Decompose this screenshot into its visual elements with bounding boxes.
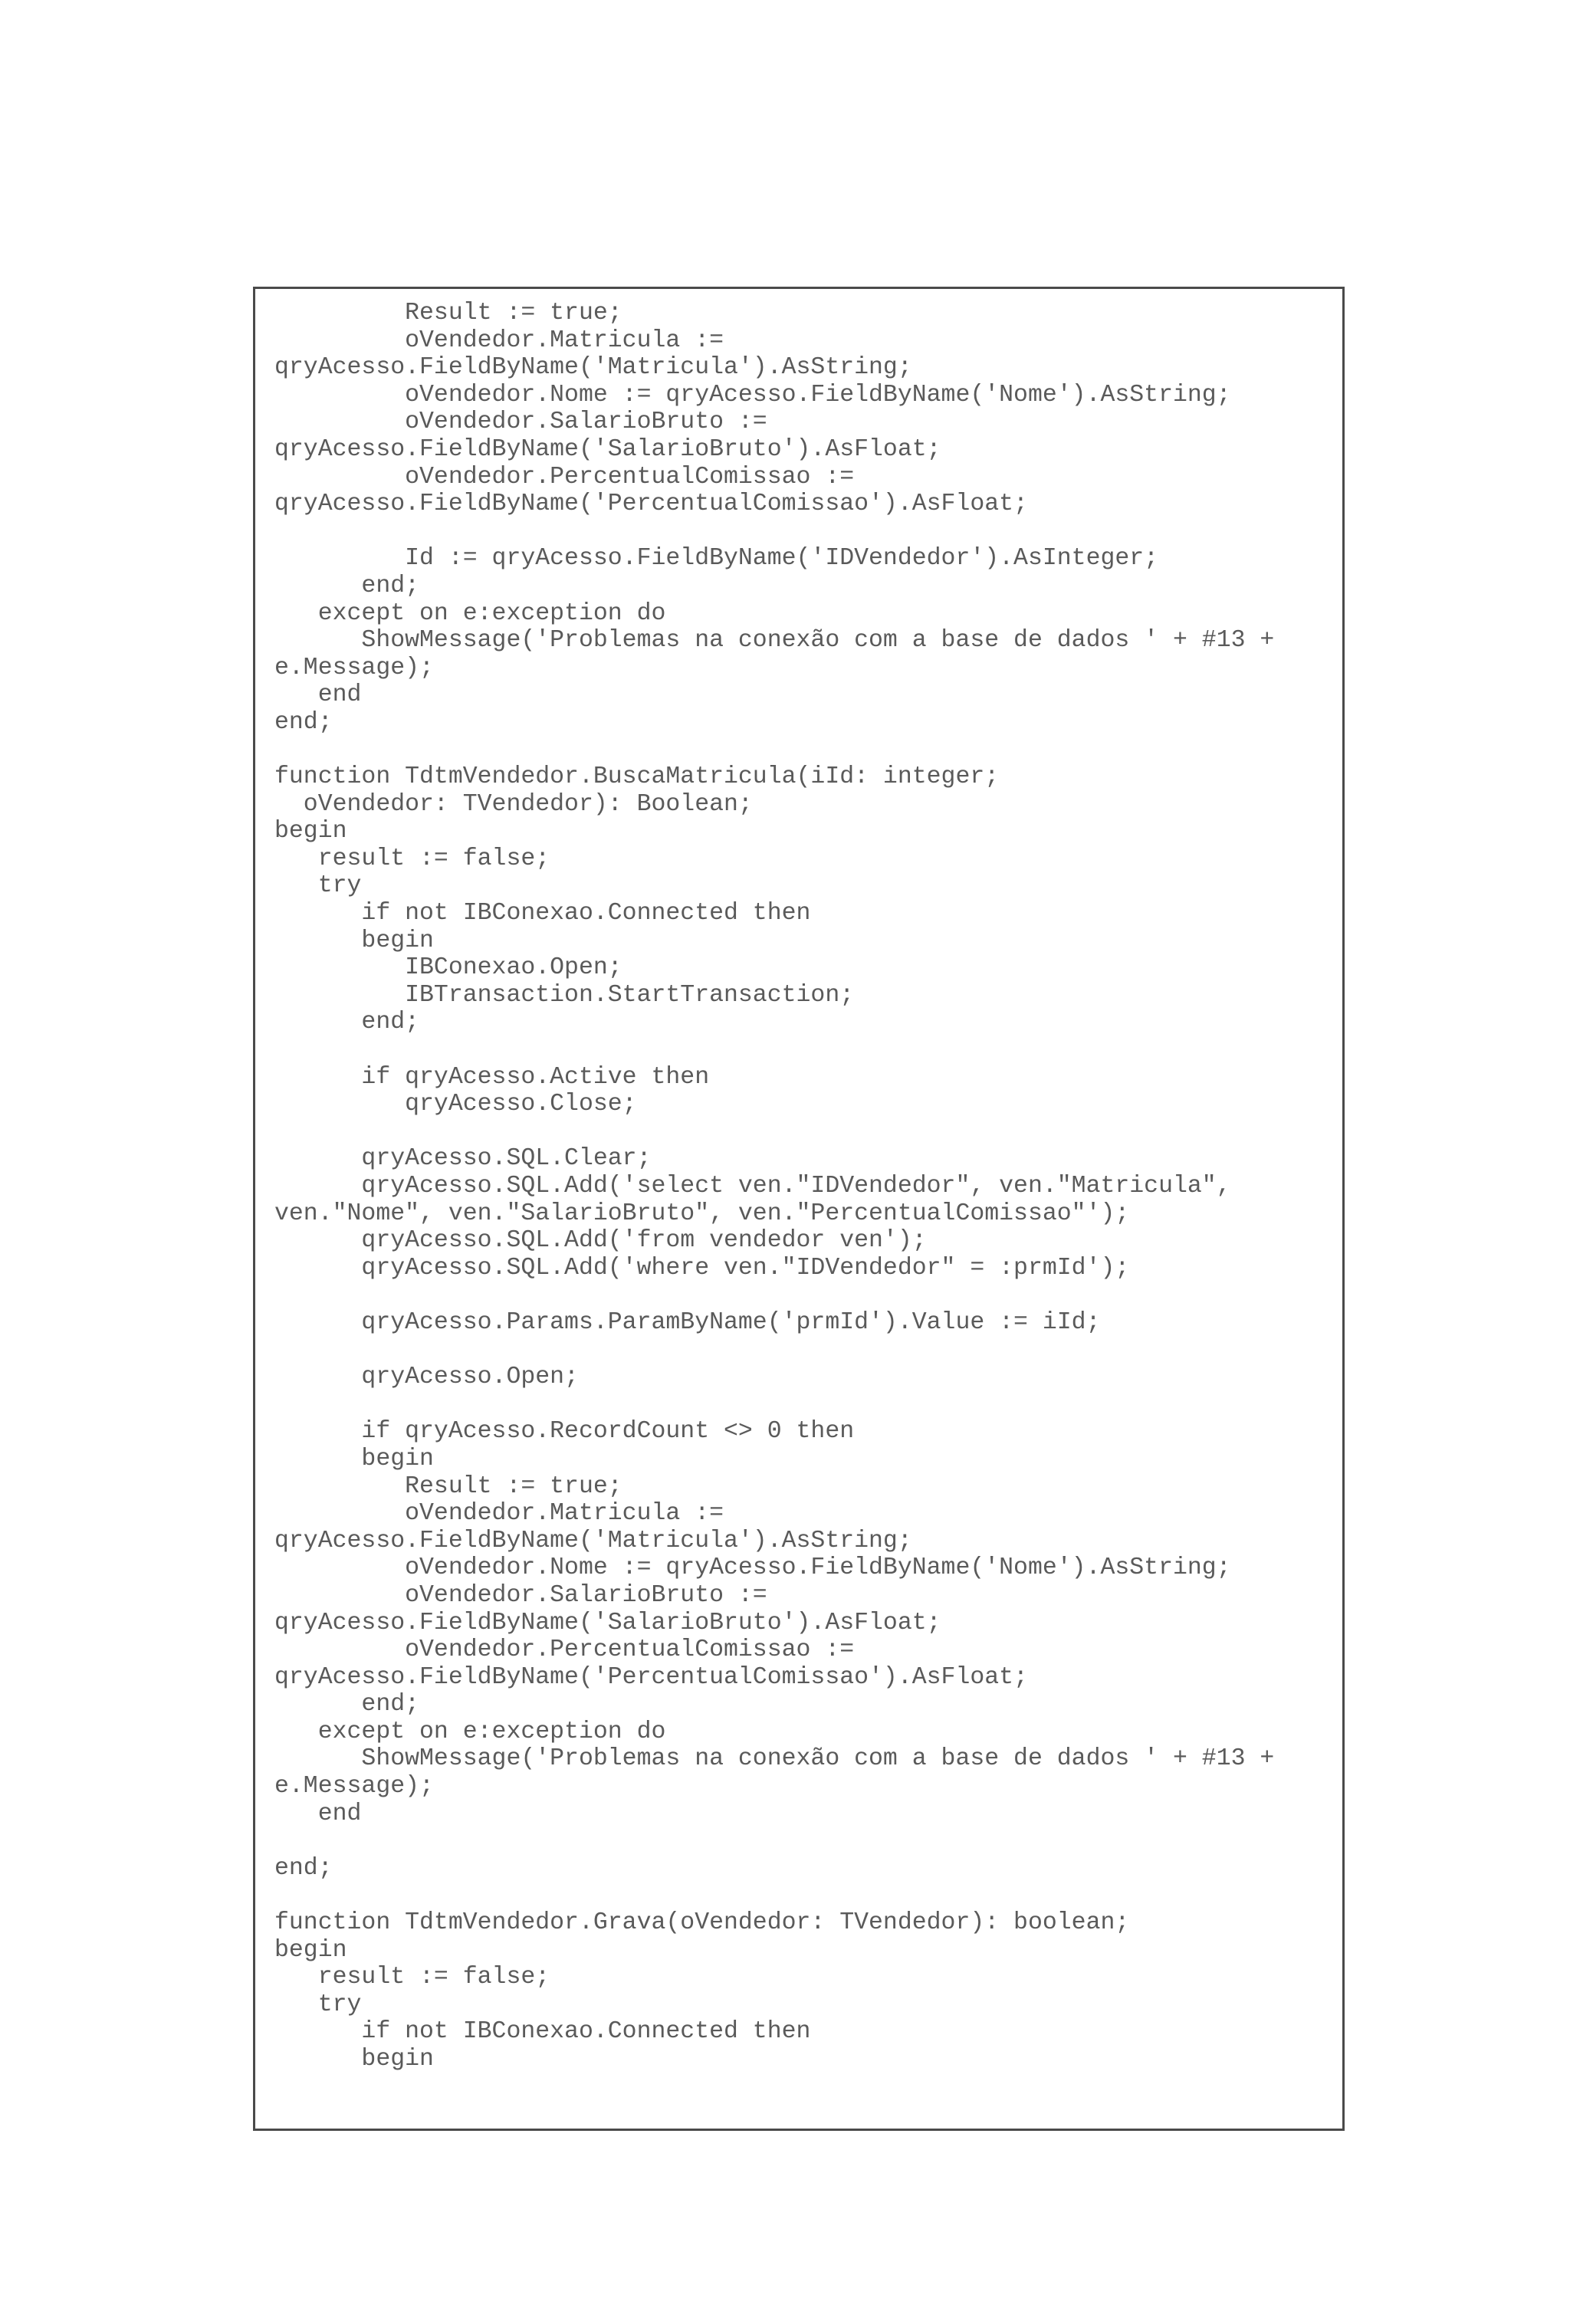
code-line: qryAcesso.Params.ParamByName('prmId').Value := iId; xyxy=(274,1308,1101,1336)
code-line: oVendedor.Matricula := xyxy=(274,327,724,354)
code-line: qryAcesso.FieldByName('PercentualComissao').AsFloat; xyxy=(274,1663,1028,1691)
code-line: end; xyxy=(274,1691,420,1718)
code-line: if not IBConexao.Connected then xyxy=(274,900,811,927)
code-line: end xyxy=(274,681,362,709)
code-line: ShowMessage('Problemas na conexão com a base de dados ' + #13 + xyxy=(274,627,1275,655)
code-line: oVendedor.SalarioBruto := xyxy=(274,1581,767,1609)
code-line: Result := true; xyxy=(274,1472,622,1500)
code-line: if qryAcesso.RecordCount <> 0 then xyxy=(274,1418,855,1446)
code-line: oVendedor.Matricula := xyxy=(274,1500,724,1528)
code-line: begin xyxy=(274,818,347,845)
code-line: qryAcesso.SQL.Clear; xyxy=(274,1145,652,1173)
code-line: end; xyxy=(274,572,420,599)
code-line: oVendedor.Nome := qryAcesso.FieldByName('Nome').AsString; xyxy=(274,381,1231,409)
code-line: Id := qryAcesso.FieldByName('IDVendedor').AsInteger; xyxy=(274,545,1159,573)
code-line: end; xyxy=(274,708,333,736)
code-line xyxy=(274,1036,1274,1064)
code-listing-box xyxy=(253,287,1345,2131)
code-line xyxy=(274,1282,1274,1309)
code-line: result := false; xyxy=(274,845,550,872)
code-line: end; xyxy=(274,1854,333,1882)
code-line: if qryAcesso.Active then xyxy=(274,1063,710,1091)
code-line: end xyxy=(274,1800,362,1827)
code-line: try xyxy=(274,872,362,900)
code-line: try xyxy=(274,1991,362,2018)
code-line: begin xyxy=(274,2046,434,2073)
code-line: begin xyxy=(274,1445,434,1472)
code-line: qryAcesso.FieldByName('Matricula').AsString; xyxy=(274,1527,912,1554)
code-line: qryAcesso.SQL.Add('where ven."IDVendedor" = :prmId'); xyxy=(274,1254,1130,1282)
code-line: e.Message); xyxy=(274,654,434,681)
code-line xyxy=(274,1118,1274,1146)
code-line: qryAcesso.Close; xyxy=(274,1091,637,1118)
code-line xyxy=(274,1391,1274,1419)
code-line: begin xyxy=(274,927,434,954)
code-line: if not IBConexao.Connected then xyxy=(274,2018,811,2046)
code-line: Result := true; xyxy=(274,300,622,327)
code-line: oVendedor.PercentualComissao := xyxy=(274,1636,855,1664)
code-listing xyxy=(274,300,1274,2073)
code-line: qryAcesso.FieldByName('SalarioBruto').AsFloat; xyxy=(274,1609,941,1636)
code-line: qryAcesso.SQL.Add('from vendedor ven'); xyxy=(274,1227,927,1255)
code-line: qryAcesso.FieldByName('Matricula').AsString; xyxy=(274,354,912,382)
code-line: qryAcesso.SQL.Add('select ven."IDVendedor", ven."Matricula", xyxy=(274,1173,1231,1200)
code-line: function TdtmVendedor.BuscaMatricula(iId: integer; xyxy=(274,763,1000,791)
code-line: except on e:exception do xyxy=(274,1718,666,1745)
code-line: ShowMessage('Problemas na conexão com a base de dados ' + #13 + xyxy=(274,1745,1275,1773)
code-line xyxy=(274,1337,1274,1364)
code-line: function TdtmVendedor.Grava(oVendedor: TVendedor): boolean; xyxy=(274,1909,1130,1937)
code-line: IBConexao.Open; xyxy=(274,954,622,982)
code-line xyxy=(274,1827,1274,1855)
code-line xyxy=(274,518,1274,546)
code-line: end; xyxy=(274,1009,420,1036)
code-line: oVendedor.SalarioBruto := xyxy=(274,409,767,436)
code-line: oVendedor: TVendedor): Boolean; xyxy=(274,790,753,818)
code-line: oVendedor.PercentualComissao := xyxy=(274,463,855,491)
code-line: oVendedor.Nome := qryAcesso.FieldByName('Nome').AsString; xyxy=(274,1554,1231,1582)
code-line xyxy=(274,1882,1274,1909)
code-line: qryAcesso.FieldByName('SalarioBruto').AsFloat; xyxy=(274,435,941,463)
code-line xyxy=(274,737,1274,764)
code-line: IBTransaction.StartTransaction; xyxy=(274,981,855,1009)
code-line: qryAcesso.Open; xyxy=(274,1364,579,1391)
code-line: qryAcesso.FieldByName('PercentualComissao').AsFloat; xyxy=(274,491,1028,518)
code-line: ven."Nome", ven."SalarioBruto", ven."PercentualComissao"'); xyxy=(274,1200,1130,1227)
code-line: except on e:exception do xyxy=(274,599,666,627)
code-line: e.Message); xyxy=(274,1773,434,1800)
code-line: result := false; xyxy=(274,1964,550,1991)
code-line: begin xyxy=(274,1936,347,1964)
